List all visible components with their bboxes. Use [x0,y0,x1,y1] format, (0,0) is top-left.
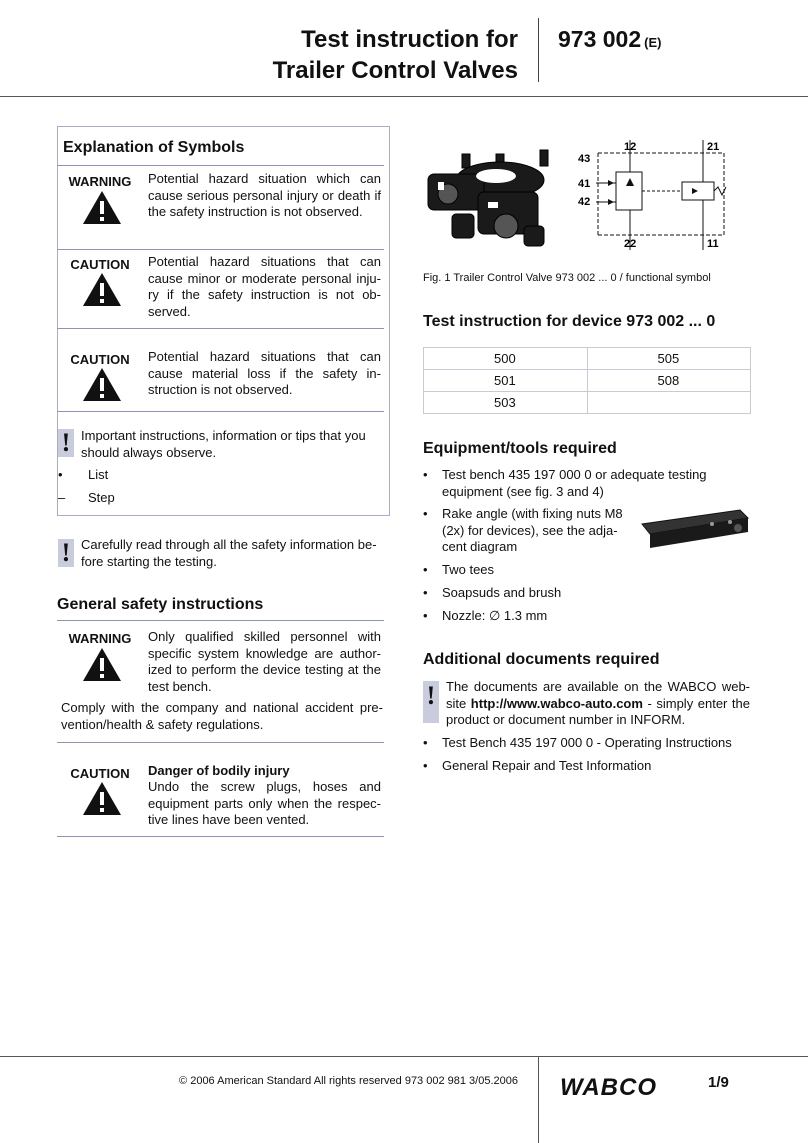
warning-text: Potential hazard situation which can cause serious personal injury or death if the safety instruction is not observed. [148,171,381,219]
step-label: Step [88,490,115,505]
divider [57,836,384,837]
table-cell: 503 [424,392,588,414]
valve-photo [418,136,560,254]
warning-triangle-icon [82,367,122,402]
list-label: List [88,467,109,482]
warning-label: WARNING [68,631,132,646]
port-label: 22 [624,238,637,250]
warning-label: WARNING [68,174,132,189]
device-title: Test instruction for device 973 002 ... 0 [423,313,716,330]
website-link[interactable]: http://www.wabco-auto.com [470,695,643,711]
document-number: 973 002 (E) [558,26,662,52]
device-table [423,347,751,414]
port-label: 41 [578,178,591,190]
divider [57,620,384,621]
divider [57,742,384,743]
equipment-title: Equipment/tools required [423,440,617,457]
footer-divider [538,1056,539,1143]
caution-text: Potential hazard situations that can cause minor or moderate personal inju-ry if the safety instruction is not ob-served. [148,254,381,319]
footer-rule [0,1056,808,1057]
table-cell: 501 [424,370,588,392]
additional-note: The documents are available on the WABCO web-site http://www.wabco-auto.com - simply enter the product or document number in INFORM. [446,679,750,727]
divider [57,328,384,329]
copyright: © 2006 American Standard All rights reserved 973 002 981 3/05.2006 [179,1075,518,1087]
table-row [424,392,751,414]
divider [57,165,384,166]
divider [57,249,384,250]
caution-label: CAUTION [70,352,130,367]
table-cell: 505 [587,348,751,370]
warning-triangle-icon [82,781,122,816]
caution-text: Potential hazard situations that can cause material loss if the safety in-struction is not observed. [148,349,381,397]
table-cell: 500 [424,348,588,370]
general-safety-title: General safety instructions [57,596,264,613]
general-warning-text: Only qualified skilled personnel with specific system knowledge are author-ized to perform the device testing at the test bench. [148,629,381,694]
table-cell: 508 [587,370,751,392]
warning-triangle-icon [82,647,122,682]
port-label: 12 [624,141,637,153]
additional-title: Additional documents required [423,651,660,668]
caution-label: CAUTION [70,766,130,781]
table-row [424,370,751,392]
important-icon: ! [423,681,439,723]
table-row [424,348,751,370]
page-number: 1/9 [708,1074,729,1091]
rake-angle-image [640,506,752,550]
important-icon: ! [58,539,74,567]
list-item: • Soapsuds and brush [423,585,562,600]
functional-symbol-diagram [578,138,738,252]
step-marker: – [58,490,66,505]
table-cell [587,392,751,414]
list-marker: • [58,467,63,482]
port-label: 11 [707,238,719,250]
figure-caption: Fig. 1 Trailer Control Valve 973 002 ... 0 / functional symbol [423,272,711,284]
warning-triangle-icon [82,272,122,307]
caution-text: Undo the screw plugs, hoses and equipment parts only when the respec-tive lines have been vented. [148,779,381,827]
symbols-title: Explanation of Symbols [63,139,245,156]
list-item: • Test Bench 435 197 000 0 - Operating Instructions [423,735,732,750]
list-item: • Two tees [423,562,495,577]
edition-label: (E) [644,35,662,50]
port-label: 42 [578,196,591,208]
header-divider [538,18,539,82]
document-title: Test instruction for Trailer Control Valves [272,26,518,84]
divider [57,411,384,412]
wabco-logo: WABCO [560,1074,657,1101]
header-rule [0,96,808,97]
port-label: 21 [707,141,720,153]
caution-label: CAUTION [70,257,130,272]
list-item: • General Repair and Test Information [423,758,652,773]
port-label: 43 [578,153,591,165]
list-item: • Test bench 435 197 000 0 or adequate testing equipment (see fig. 3 and 4) [423,467,707,499]
comply-text: Comply with the company and national accident pre-vention/health & safety regulations. [61,700,383,732]
important-icon: ! [58,429,74,457]
list-item: • Nozzle: ∅ 1.3 mm [423,608,548,623]
caution-heading: Danger of bodily injury [148,763,290,778]
warning-triangle-icon [82,190,122,225]
list-item: • Rake angle (with fixing nuts M8 (2x) for devices), see the adja-cent diagram [423,506,623,554]
read-note: Carefully read through all the safety information be-fore starting the testing. [81,537,377,569]
important-text: Important instructions, information or tips that you should always observe. [81,428,366,460]
